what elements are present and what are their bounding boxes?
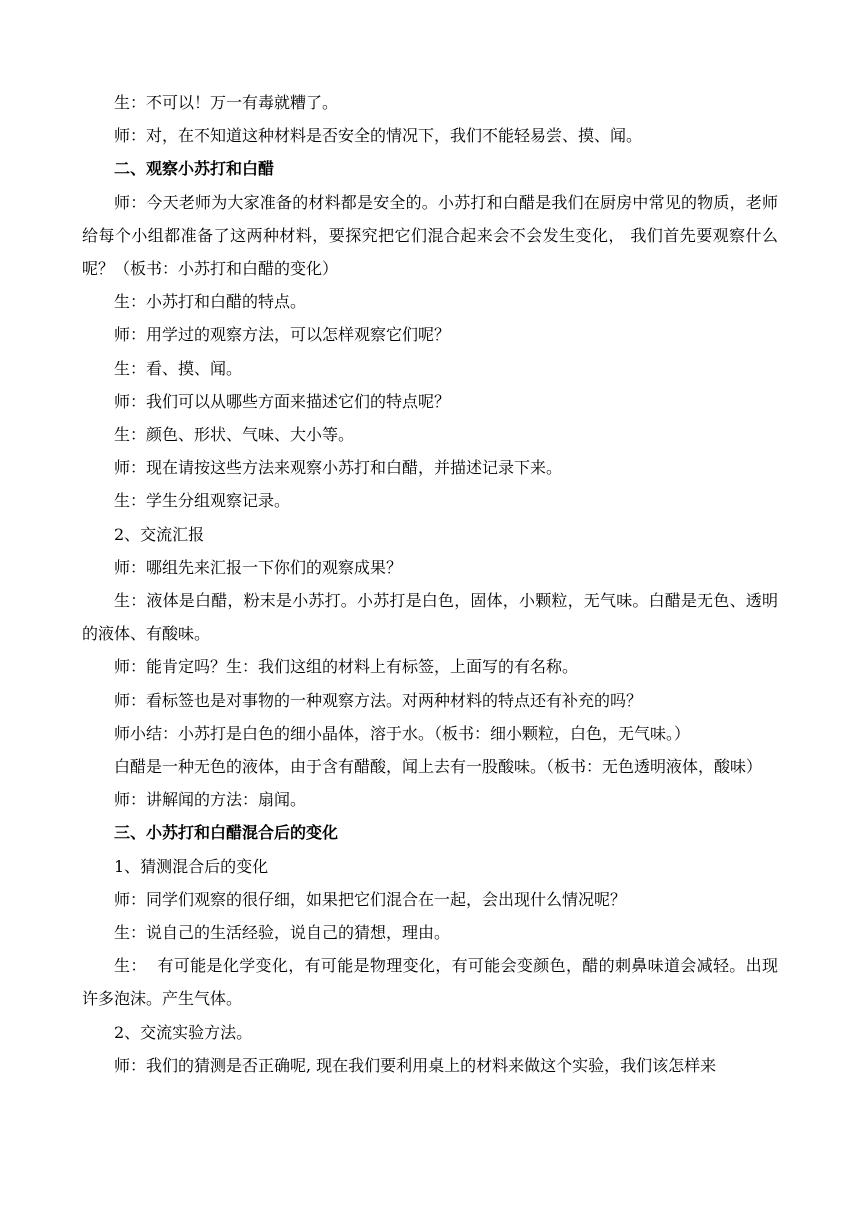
paragraph-2: 师：对，在不知道这种材料是否安全的情况下，我们不能轻易尝、摸、闻。 <box>114 126 643 146</box>
paragraph-1: 生：不可以！万一有毒就糟了。 <box>114 93 339 112</box>
paragraph-14: 生：液体是白醋，粉末是小苏打。小苏打是白色，固体，小颗粒，无气味。白醋是无色、透明的液体、有酸味。 <box>82 591 778 644</box>
section-heading-3: 三、小苏打和白醋混合后的变化 <box>114 823 339 843</box>
paragraph-13: 师：哪组先来汇报一下你们的观察成果？ <box>114 557 403 577</box>
paragraph-26: 师：我们的猜测是否正确呢, 现在我们要利用桌上的材料来做这个实验，我们该怎样来 <box>114 1055 717 1075</box>
subheading-method: 2、交流实验方法。 <box>114 1022 253 1042</box>
paragraph-18: 白醋是一种无色的液体，由于含有醋酸，闻上去有一股酸味。（板书：无色透明液体，酸味） <box>114 757 763 777</box>
paragraph-7: 生：看、摸、闻。 <box>114 358 243 378</box>
paragraph-17: 师小结：小苏打是白色的细小晶体，溶于水。（板书：细小颗粒，白色，无气味。） <box>114 723 691 743</box>
paragraph-19: 师：讲解闻的方法：扇闻。 <box>114 790 307 810</box>
subheading-exchange-report: 2、交流汇报 <box>114 524 205 544</box>
paragraph-22: 师：同学们观察的很仔细，如果把它们混合在一起，会出现什么情况呢？ <box>114 889 627 909</box>
paragraph-6: 师：用学过的观察方法，可以怎样观察它们呢？ <box>114 325 451 345</box>
paragraph-24: 生： 有可能是化学变化，有可能是物理变化，有可能会变颜色，醋的刺鼻味道会减轻。出现许多泡沫。产生气体。 <box>82 956 778 1009</box>
paragraph-8: 师：我们可以从哪些方面来描述它们的特点呢？ <box>114 391 451 411</box>
paragraph-5: 生：小苏打和白醋的特点。 <box>114 292 307 312</box>
subheading-guess: 1、猜测混合后的变化 <box>114 856 269 876</box>
document-body <box>82 86 778 1082</box>
paragraph-4: 师：今天老师为大家准备的材料都是安全的。小苏打和白醋是我们在厨房中常见的物质，老师给每个小组都准备了这两种材料，要探究把它们混合起来会不会发生变化， 我们首先要观察什么呢？（板书：小苏打和白醋的变化） <box>82 192 778 279</box>
paragraph-15: 师：能肯定吗？生：我们这组的材料上有标签，上面写的有名称。 <box>114 657 579 677</box>
paragraph-11: 生：学生分组观察记录。 <box>114 491 291 511</box>
paragraph-23: 生：说自己的生活经验，说自己的猜想，理由。 <box>114 923 451 943</box>
section-heading-2: 二、观察小苏打和白醋 <box>114 159 275 179</box>
paragraph-10: 师：现在请按这些方法来观察小苏打和白醋，并描述记录下来。 <box>114 458 563 478</box>
paragraph-9: 生：颜色、形状、气味、大小等。 <box>114 425 355 445</box>
paragraph-16: 师：看标签也是对事物的一种观察方法。对两种材料的特点还有补充的吗？ <box>114 690 643 710</box>
